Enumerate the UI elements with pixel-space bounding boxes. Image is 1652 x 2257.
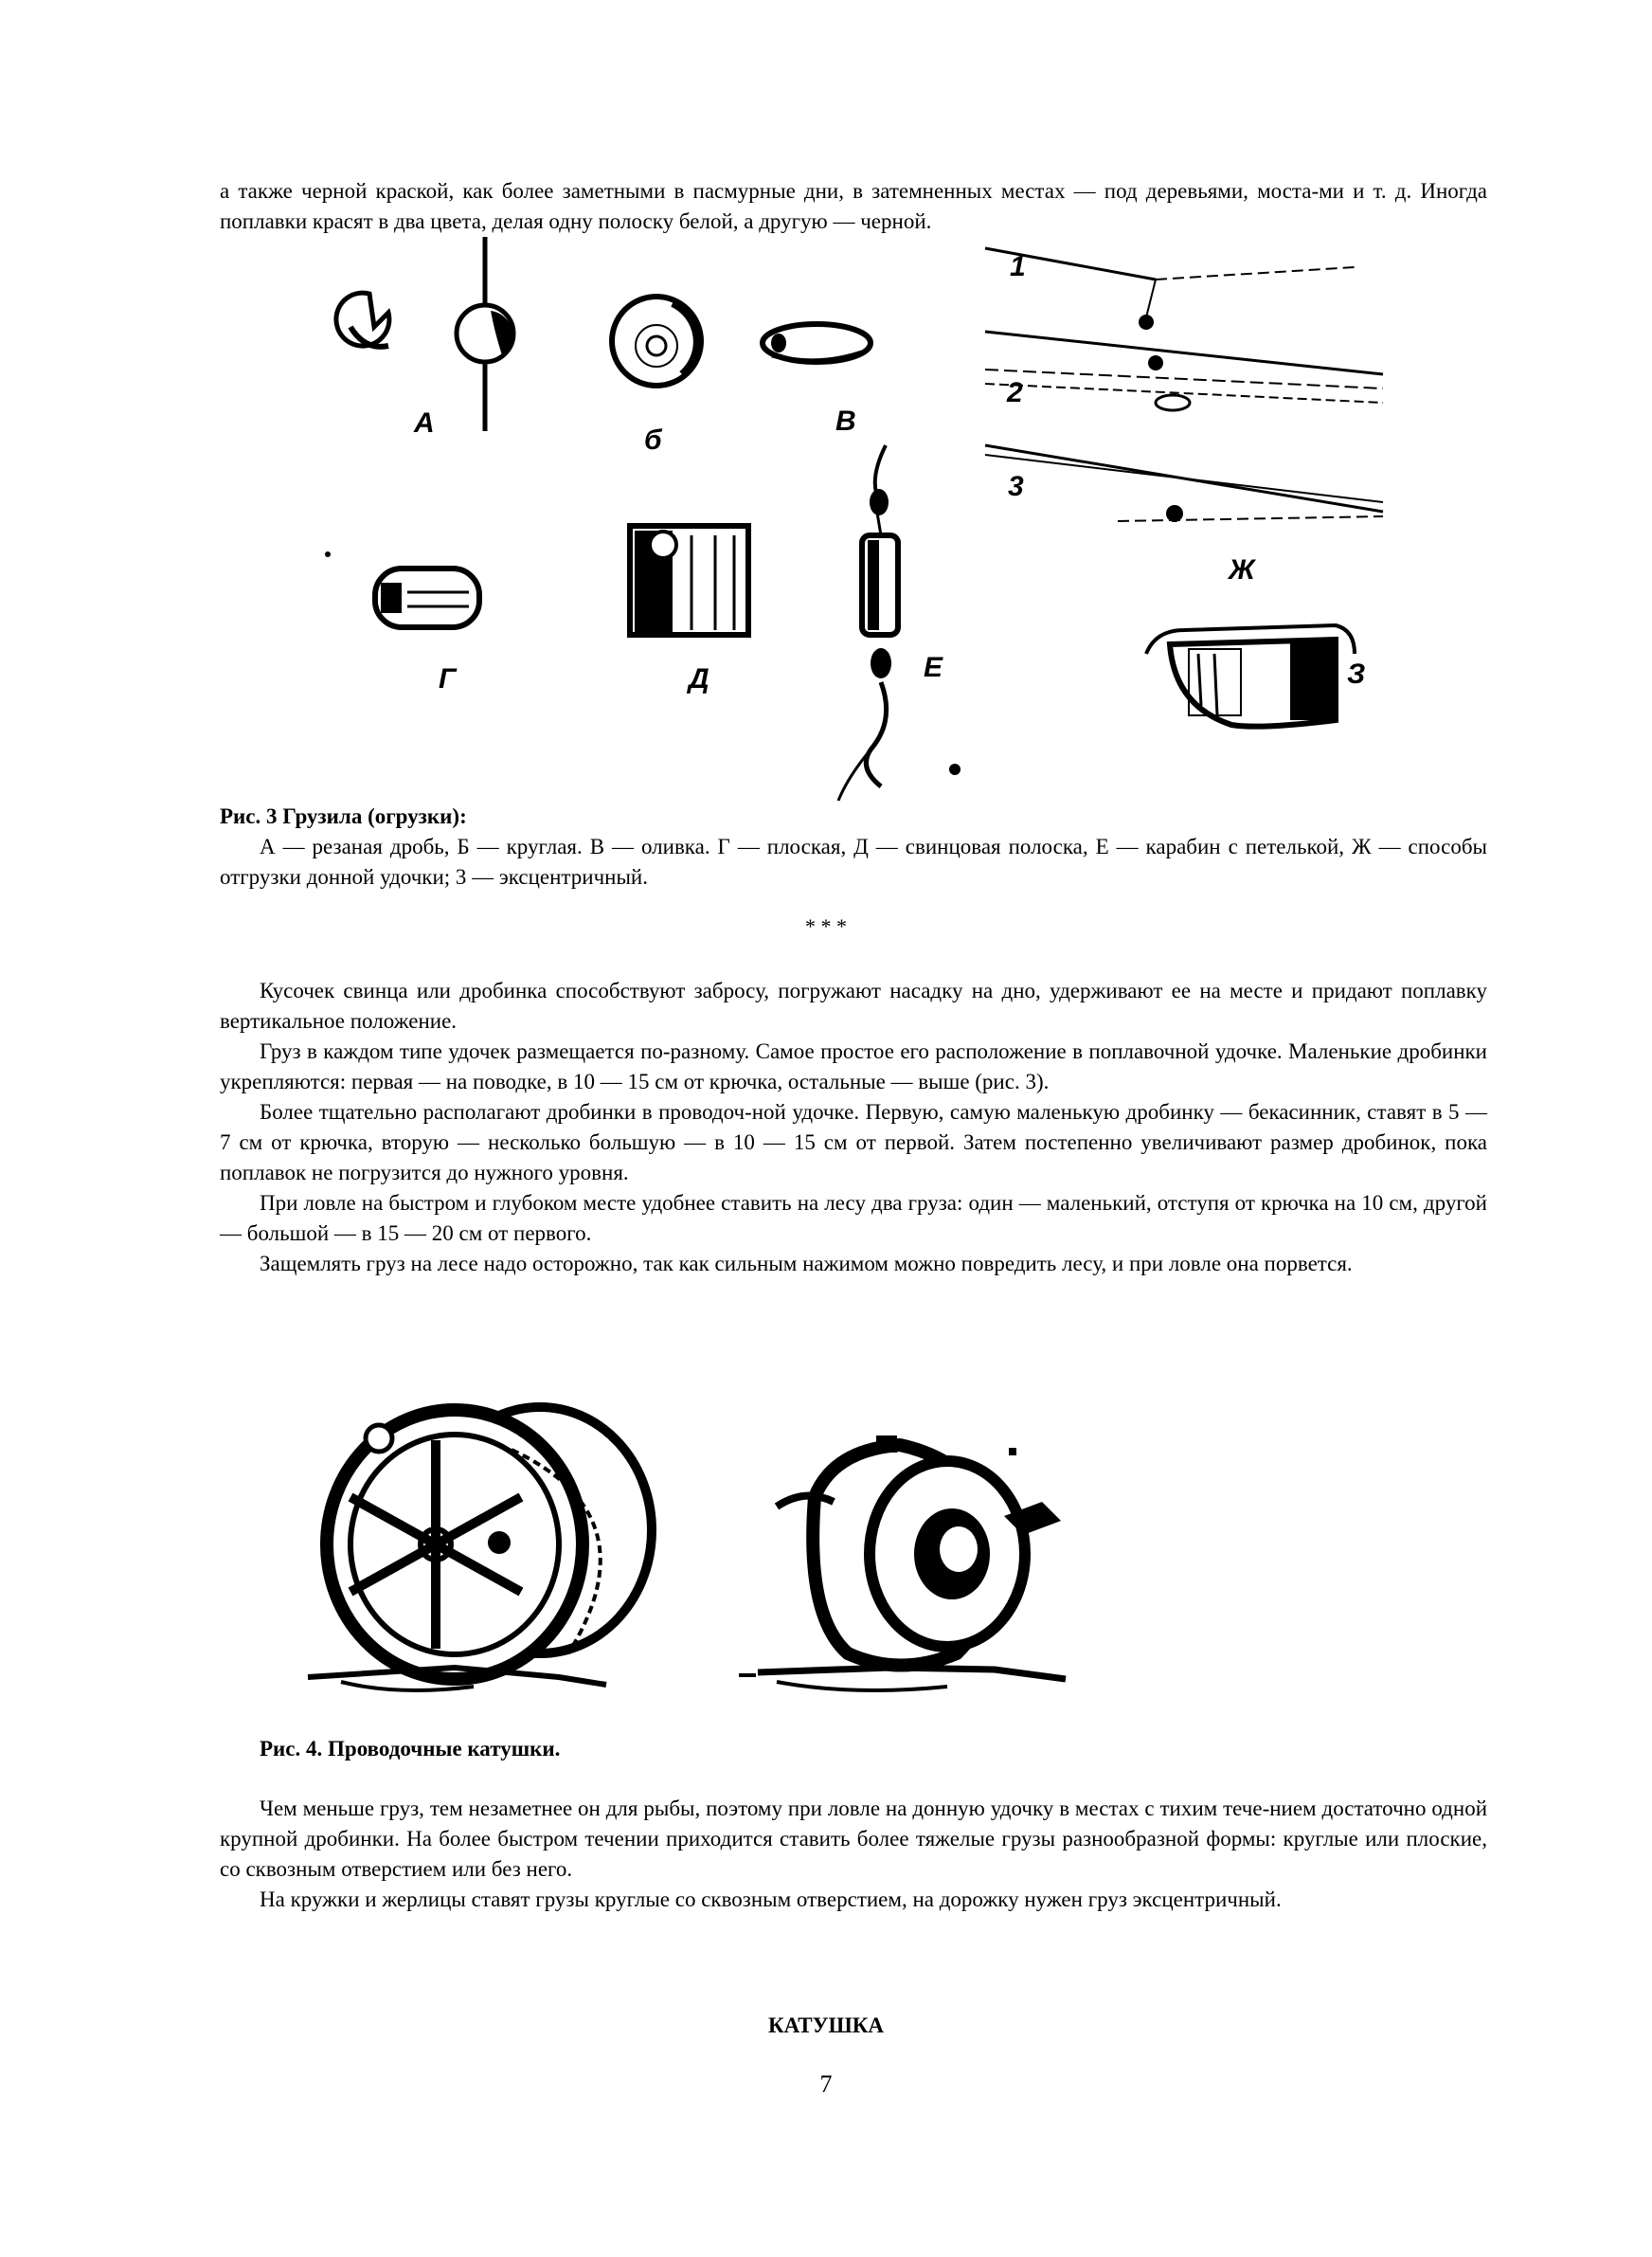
- body-paragraph: Груз в каждом типе удочек размещается по-разному. Самое простое его расположение в поплавочной удочке. Маленькие дробинки укрепляются: первая — на поводке, в 10 — 15 см от крючка, остальные — выше (рис. 3).: [220, 1039, 1487, 1093]
- body-paragraph: Кусочек свинца или дробинка способствуют забросу, погружают насадку на дно, удерживают ее на месте и придают поплавку вертикальное положение.: [220, 979, 1487, 1033]
- label-zh: Ж: [1229, 554, 1255, 586]
- figure-4-caption: Рис. 4. Проводочные катушки.: [260, 1737, 561, 1760]
- body-text-2: [220, 1794, 1487, 1915]
- label-e: Е: [924, 652, 943, 683]
- body-paragraph: При ловле на быстром и глубоком месте удобнее ставить на лесу два груза: один — маленький, отступя от крючка на 10 см, другой — большой — в 15 — 20 см от первого.: [220, 1191, 1487, 1245]
- body-paragraph: Более тщательно располагают дробинки в проводоч-ной удочке. Первую, самую маленькую дробинку — бекасинник, ставят в 5 — 7 см от крючка, вторую — несколько большую — в 10 — 15 см от первой. Затем постепенно увеличивают размер дробинок, пока поплавок не погрузится до нужного уровня.: [220, 1100, 1487, 1184]
- body-paragraph: Защемлять груз на лесе надо осторожно, так как сильным нажимом можно повредить лесу, и при ловле она порвется.: [260, 1252, 1353, 1275]
- label-a: А: [414, 407, 435, 439]
- section-separator: * * *: [805, 914, 847, 938]
- label-z: З: [1347, 659, 1366, 690]
- label-n3: 3: [1008, 471, 1024, 502]
- label-n1: 1: [1010, 251, 1026, 282]
- page-number: 7: [819, 2070, 833, 2098]
- label-n2: 2: [1007, 377, 1023, 408]
- right-reel-drawing: [739, 1435, 1066, 1690]
- body-paragraph: Чем меньше груз, тем незаметнее он для рыбы, поэтому при ловле на донную удочку в местах с тихим тече-нием достаточно одной крупной дробинки. На более быстром течении приходится ставить более тяжелые грузы разнообразной формы: круглые или плоские, со сквозным отверстием или без него.: [220, 1797, 1487, 1881]
- label-b: б: [644, 424, 662, 456]
- figure-3-caption-body: А — резаная дробь, Б — круглая. В — оливка. Г — плоская, Д — свинцовая полоска, Е — карабин с петелькой, Ж — способы отгрузки донной удочки; 3 — эксцентричный.: [220, 835, 1487, 889]
- label-v: В: [835, 406, 856, 437]
- figure-4-caption-block: [220, 1734, 1487, 1764]
- label-g: Г: [439, 663, 457, 695]
- left-reel-drawing: [308, 1407, 652, 1690]
- intro-text: а также черной краской, как более заметными в пасмурные дни, в затемненных местах — под деревьями, моста-ми и т. д. Иногда поплавки красят в два цвета, делая одну полоску белой, а другую — черной.: [220, 179, 1487, 233]
- figure-3-caption-title: Рис. 3 Грузила (огрузки):: [220, 804, 467, 828]
- body-paragraph: На кружки и жерлицы ставят грузы круглые со сквозным отверстием, на дорожку нужен груз эксцентричный.: [260, 1887, 1282, 1911]
- section-heading: КАТУШКА: [767, 2013, 885, 2037]
- label-d: Д: [689, 663, 709, 695]
